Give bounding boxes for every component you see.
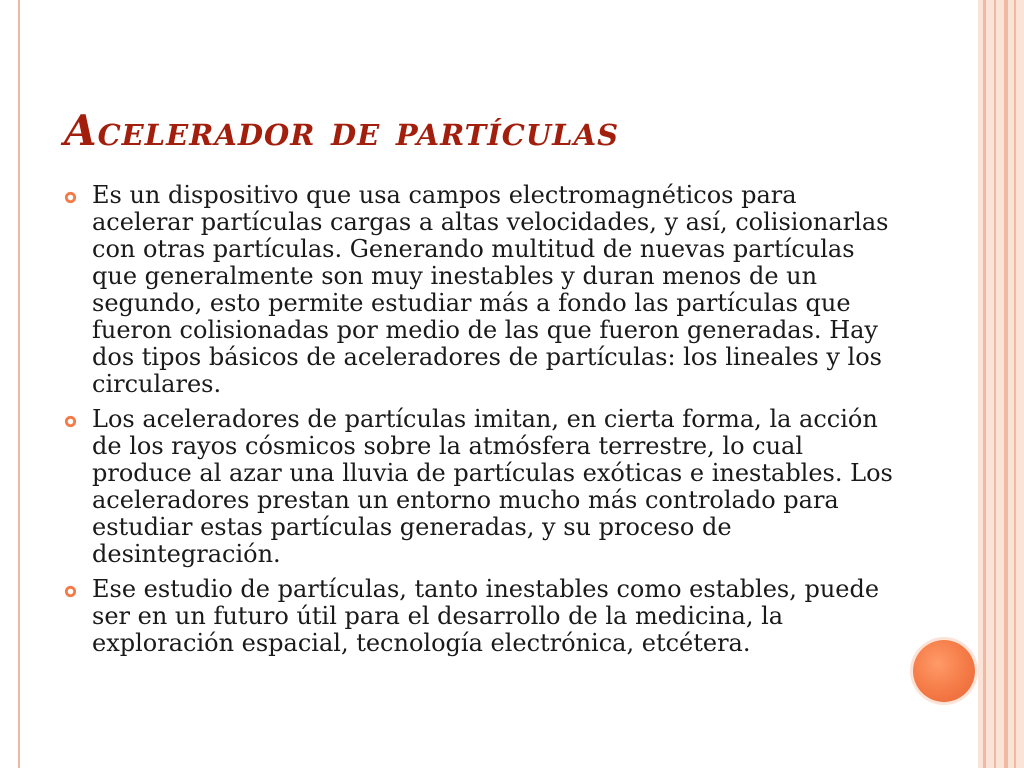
bullet-item [64,182,904,398]
right-stripe [983,0,986,768]
decorative-orange-circle [913,640,975,702]
bullet-list [64,182,904,665]
open-circle-bullet-icon [64,585,77,598]
right-stripe [1014,0,1016,768]
open-circle-bullet-icon [64,415,77,428]
left-border-line [18,0,20,768]
bullet-item [64,406,904,568]
right-stripe [994,0,996,768]
bullet-text: Ese estudio de partículas, tanto inestables como estables, puede ser en un futuro útil para el desarrollo de la medicina, la exploración espacial, tecnología electrónica, etcétera. [92,575,880,657]
bullet-text: Los aceleradores de partículas imitan, en cierta forma, la acción de los rayos cósmicos sobre la atmósfera terrestre, lo cual produce al azar una lluvia de partículas exóticas e inestables. Los aceleradores prestan un entorno mucho más controlado para estudiar estas partículas generadas, y su proceso de desintegración. [92,405,893,568]
slide-title: Acelerador de partículas [64,106,620,155]
bullet-text: Es un dispositivo que usa campos electromagnéticos para acelerar partículas cargas a altas velocidades, y así, colisionarlas con otras partículas. Generando multitud de nuevas partículas que generalmente son muy inestables y duran menos de un segundo, esto permite estudiar más a fondo las partículas que fueron colisionadas por medio de las que fueron generadas. Hay dos tipos básicos de aceleradores de partículas: los lineales y los circulares. [92,181,889,398]
right-stripe [1004,0,1008,768]
bullet-item [64,576,904,657]
open-circle-bullet-icon [64,191,77,204]
